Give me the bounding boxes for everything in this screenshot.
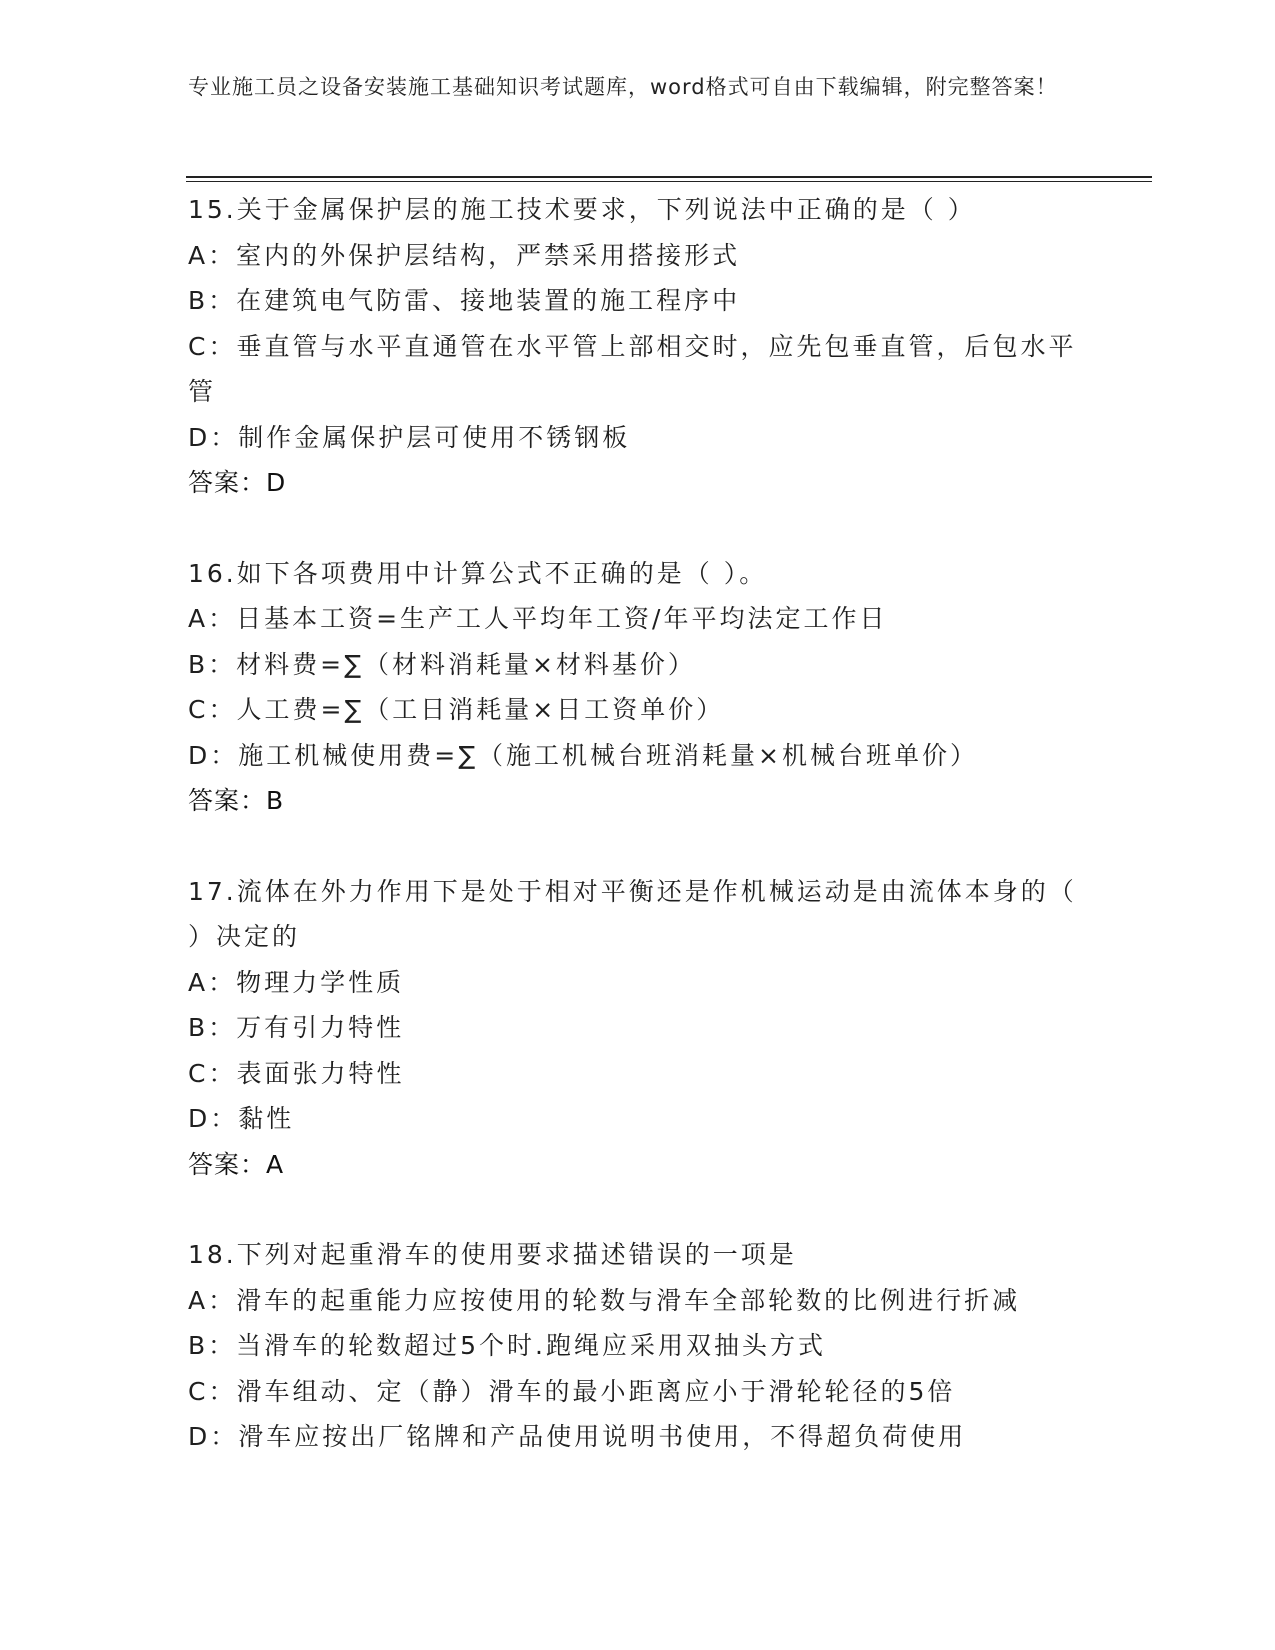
question-18	[188, 1232, 1088, 1460]
question-16	[188, 551, 1088, 824]
question-17	[188, 869, 1088, 1188]
option-b: B：材料费=∑（材料消耗量×材料基价）	[188, 649, 696, 679]
option-c: C：表面张力特性	[188, 1058, 405, 1088]
header-divider-thin	[186, 181, 1152, 182]
question-stem: 15.关于金属保护层的施工技术要求，下列说法中正确的是（ ）	[188, 195, 976, 224]
option-c: C：垂直管与水平直通管在水平管上部相交时，应先包垂直管，后包水平管	[188, 331, 1077, 406]
question-stem: 18.下列对起重滑车的使用要求描述错误的一项是	[188, 1240, 797, 1269]
answer: 答案：D	[188, 468, 287, 497]
option-d: D：制作金属保护层可使用不锈钢板	[188, 422, 631, 452]
answer: 答案：A	[188, 1149, 285, 1179]
option-c: C：人工费=∑（工日消耗量×日工资单价）	[188, 695, 725, 724]
option-b: B：在建筑电气防雷、接地装置的施工程序中	[188, 286, 741, 315]
question-stem: 16.如下各项费用中计算公式不正确的是（ ）。	[188, 558, 768, 588]
option-a: A：室内的外保护层结构，严禁采用搭接形式	[188, 240, 741, 270]
option-c: C：滑车组动、定（静）滑车的最小距离应小于滑轮轮径的5倍	[188, 1376, 956, 1406]
answer: 答案：B	[188, 786, 285, 815]
question-15	[188, 187, 1088, 506]
spacer	[188, 824, 1088, 869]
spacer	[188, 1187, 1088, 1232]
question-stem: 17.流体在外力作用下是处于相对平衡还是作机械运动是由流体本身的（ ）决定的	[188, 876, 1077, 951]
option-a: A：物理力学性质	[188, 967, 405, 997]
option-d: D：滑车应按出厂铭牌和产品使用说明书使用，不得超负荷使用	[188, 1422, 967, 1451]
option-d: D：黏性	[188, 1104, 295, 1133]
header-divider-thick	[186, 176, 1152, 178]
document-header: 专业施工员之设备安装施工基础知识考试题库，word格式可自由下载编辑，附完整答案！	[188, 75, 1058, 99]
option-a: A：日基本工资=生产工人平均年工资/年平均法定工作日	[188, 604, 888, 633]
option-d: D：施工机械使用费=∑（施工机械台班消耗量×机械台班单价）	[188, 740, 978, 770]
question-list	[188, 187, 1088, 1460]
spacer	[188, 506, 1088, 551]
option-b: B：当滑车的轮数超过5个时.跑绳应采用双抽头方式	[188, 1331, 827, 1360]
option-b: B：万有引力特性	[188, 1013, 405, 1042]
option-a: A：滑车的起重能力应按使用的轮数与滑车全部轮数的比例进行折减	[188, 1285, 1021, 1315]
